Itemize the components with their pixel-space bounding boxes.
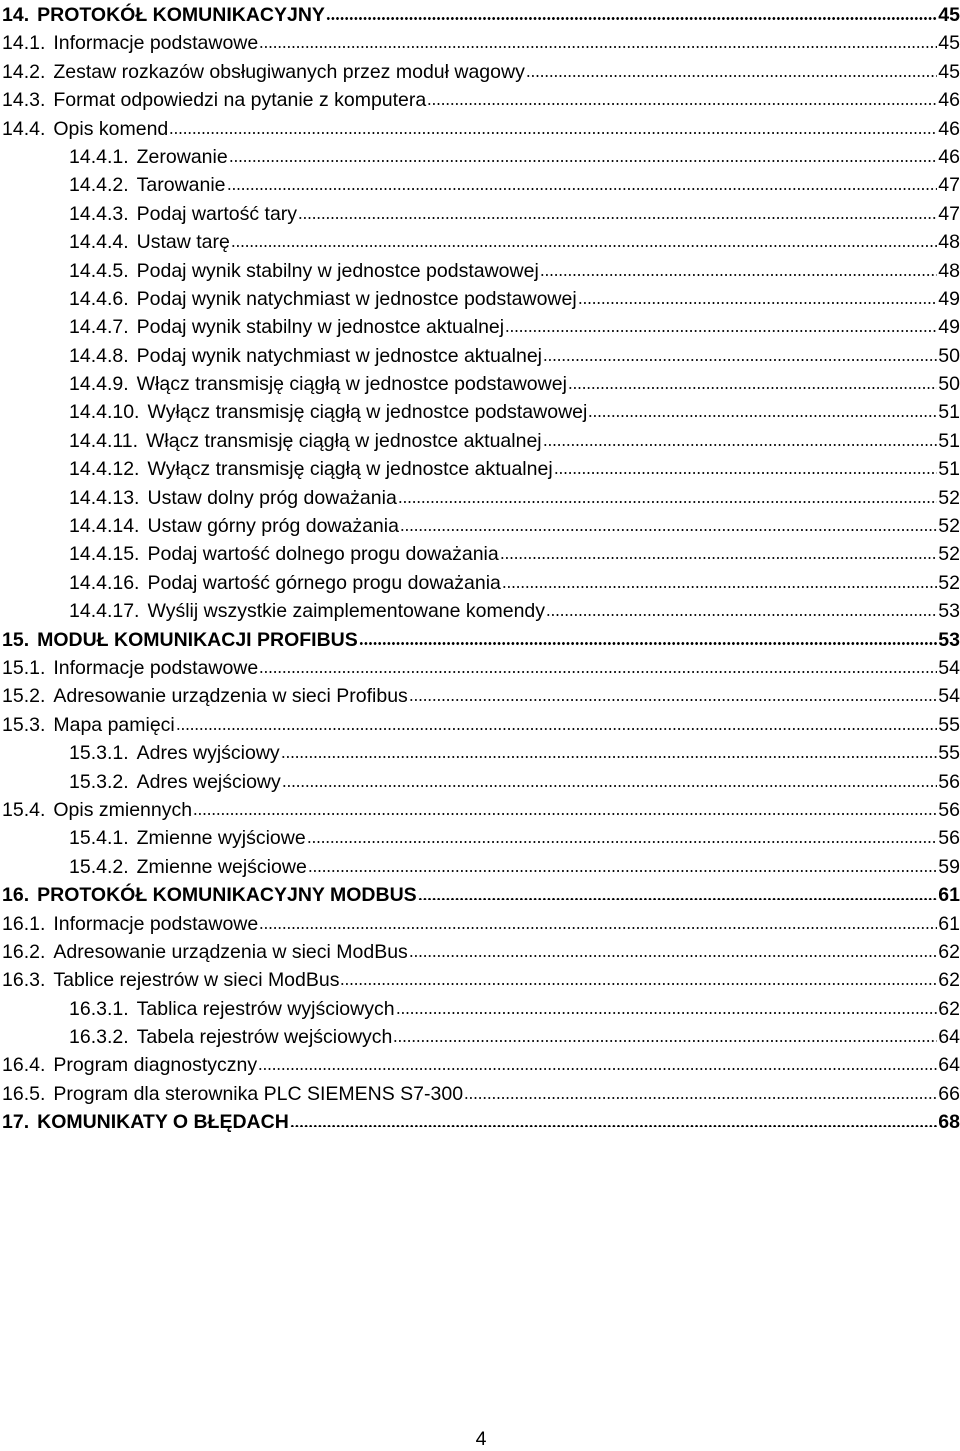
dot-leader bbox=[526, 75, 937, 77]
toc-entry-title: Zmienne wyjściowe bbox=[136, 827, 306, 850]
toc-entry-title: Tablica rejestrów wyjściowych bbox=[136, 997, 395, 1020]
toc-entry-title: KOMUNIKATY O BŁĘDACH bbox=[37, 1111, 289, 1134]
dot-leader bbox=[588, 415, 937, 417]
toc-entry-title: Tablice rejestrów w sieci ModBus bbox=[53, 969, 340, 992]
toc-entry-title: Podaj wartość górnego progu doważania bbox=[147, 571, 501, 594]
toc-entry-title: Program diagnostyczny bbox=[53, 1054, 258, 1077]
toc-entry-page: 56 bbox=[938, 798, 960, 821]
toc-entry-number: 15.2. bbox=[2, 685, 46, 708]
toc-entry-number: 16.1. bbox=[2, 912, 46, 935]
toc-entry-number: 14.4.15. bbox=[69, 543, 140, 566]
dot-leader bbox=[505, 330, 937, 332]
toc-entry-number: 16.3. bbox=[2, 969, 46, 992]
dot-leader bbox=[359, 642, 937, 645]
toc-entry[interactable] bbox=[0, 228, 960, 256]
dot-leader bbox=[409, 699, 937, 701]
toc-entry-number: 15.4.2. bbox=[69, 855, 129, 878]
toc-entry[interactable] bbox=[0, 200, 960, 228]
toc-entry[interactable] bbox=[0, 512, 960, 540]
toc-entry-number: 15.4. bbox=[2, 798, 46, 821]
toc-entry-number: 16.3.2. bbox=[69, 1026, 129, 1049]
toc-entry[interactable] bbox=[0, 1023, 960, 1051]
toc-entry-number: 15.1. bbox=[2, 656, 46, 679]
toc-entry-title: Zmienne wejściowe bbox=[136, 855, 307, 878]
toc-entry-page: 55 bbox=[938, 713, 960, 736]
toc-entry-number: 16.4. bbox=[2, 1054, 46, 1077]
dot-leader bbox=[259, 671, 937, 673]
toc-entry-title: Ustaw górny próg doważania bbox=[147, 515, 399, 538]
toc-entry[interactable] bbox=[0, 654, 960, 682]
dot-leader bbox=[281, 756, 937, 758]
toc-entry-number: 15.3. bbox=[2, 713, 46, 736]
toc-entry-title: MODUŁ KOMUNIKACJI PROFIBUS bbox=[37, 628, 358, 651]
toc-entry-page: 56 bbox=[938, 827, 960, 850]
toc-entry[interactable] bbox=[0, 427, 960, 455]
toc-entry-page: 47 bbox=[938, 174, 960, 197]
table-of-contents bbox=[0, 1, 960, 1137]
toc-entry-title: Podaj wynik stabilny w jednostce podstawowej bbox=[136, 259, 539, 282]
toc-entry[interactable] bbox=[0, 1080, 960, 1108]
toc-entry[interactable] bbox=[0, 597, 960, 625]
dot-leader bbox=[418, 898, 937, 901]
toc-entry-number: 14.4.4. bbox=[69, 231, 129, 254]
toc-entry[interactable] bbox=[0, 739, 960, 767]
toc-entry[interactable] bbox=[0, 1051, 960, 1079]
toc-entry-page: 62 bbox=[938, 969, 960, 992]
toc-entry-page: 53 bbox=[938, 600, 960, 623]
toc-entry[interactable] bbox=[0, 966, 960, 994]
toc-entry-page: 46 bbox=[938, 89, 960, 112]
toc-entry[interactable] bbox=[0, 1108, 960, 1136]
toc-entry[interactable] bbox=[0, 58, 960, 86]
dot-leader bbox=[259, 46, 937, 48]
toc-entry[interactable] bbox=[0, 626, 960, 654]
dot-leader bbox=[543, 359, 937, 361]
toc-entry-number: 14.4.1. bbox=[69, 145, 129, 168]
toc-entry-title: Wyłącz transmisję ciągłą w jednostce podstawowej bbox=[147, 401, 588, 424]
dot-leader bbox=[282, 785, 937, 787]
dot-leader bbox=[540, 274, 937, 276]
toc-entry-title: Podaj wynik natychmiast w jednostce podstawowej bbox=[136, 287, 577, 310]
toc-entry[interactable] bbox=[0, 910, 960, 938]
dot-leader bbox=[308, 870, 937, 872]
toc-entry[interactable] bbox=[0, 455, 960, 483]
toc-entry-number: 14.4. bbox=[2, 117, 46, 140]
toc-entry-page: 68 bbox=[938, 1111, 960, 1134]
toc-entry-page: 61 bbox=[938, 912, 960, 935]
toc-entry-title: Tabela rejestrów wejściowych bbox=[136, 1026, 393, 1049]
toc-entry-page: 49 bbox=[938, 316, 960, 339]
toc-entry-number: 14.4.7. bbox=[69, 316, 129, 339]
toc-entry-number: 14.4.11. bbox=[69, 429, 139, 452]
toc-entry-title: Podaj wynik natychmiast w jednostce aktualnej bbox=[136, 344, 543, 367]
toc-entry-number: 14.4.8. bbox=[69, 344, 129, 367]
dot-leader bbox=[546, 614, 937, 616]
toc-entry-title: Włącz transmisję ciągłą w jednostce podstawowej bbox=[136, 373, 567, 396]
dot-leader bbox=[231, 245, 937, 247]
toc-entry-title: Program dla sterownika PLC SIEMENS S7-300 bbox=[53, 1082, 464, 1105]
dot-leader bbox=[298, 217, 937, 219]
toc-entry-title: Ustaw dolny próg doważania bbox=[147, 486, 397, 509]
toc-entry-number: 14.4.3. bbox=[69, 202, 129, 225]
dot-leader bbox=[193, 813, 937, 815]
dot-leader bbox=[393, 1040, 937, 1042]
toc-entry[interactable] bbox=[0, 29, 960, 57]
dot-leader bbox=[554, 472, 937, 474]
dot-leader bbox=[464, 1097, 937, 1099]
toc-entry[interactable] bbox=[0, 682, 960, 710]
toc-entry-page: 50 bbox=[938, 344, 960, 367]
page-number: 4 bbox=[475, 1428, 487, 1450]
toc-entry-number: 14.1. bbox=[2, 32, 46, 55]
toc-entry-page: 64 bbox=[938, 1026, 960, 1049]
dot-leader bbox=[229, 160, 937, 162]
toc-entry-number: 14.4.17. bbox=[69, 600, 140, 623]
toc-entry-page: 49 bbox=[938, 287, 960, 310]
toc-entry-number: 14.4.14. bbox=[69, 515, 140, 538]
toc-entry[interactable] bbox=[0, 484, 960, 512]
dot-leader bbox=[259, 927, 937, 929]
toc-entry-title: Informacje podstawowe bbox=[53, 656, 259, 679]
toc-entry[interactable] bbox=[0, 938, 960, 966]
toc-entry[interactable] bbox=[0, 313, 960, 341]
dot-leader bbox=[340, 983, 937, 985]
toc-entry-page: 61 bbox=[938, 884, 960, 907]
toc-entry-title: Włącz transmisję ciągłą w jednostce aktualnej bbox=[146, 429, 542, 452]
toc-entry-title: Zerowanie bbox=[136, 145, 228, 168]
toc-entry-page: 53 bbox=[938, 628, 960, 651]
toc-entry-page: 62 bbox=[938, 940, 960, 963]
toc-entry-title: Wyłącz transmisję ciągłą w jednostce aktualnej bbox=[147, 458, 553, 481]
toc-entry-number: 14.4.10. bbox=[69, 401, 140, 424]
toc-entry[interactable] bbox=[0, 370, 960, 398]
toc-entry-page: 59 bbox=[938, 855, 960, 878]
toc-entry-title: Opis zmiennych bbox=[53, 798, 193, 821]
toc-entry[interactable] bbox=[0, 285, 960, 313]
toc-entry-page: 51 bbox=[938, 401, 960, 424]
toc-entry-number: 14.4.16. bbox=[69, 571, 140, 594]
toc-entry-title: PROTOKÓŁ KOMUNIKACYJNY MODBUS bbox=[37, 884, 417, 907]
toc-entry-page: 51 bbox=[938, 458, 960, 481]
toc-entry-title: Podaj wartość tary bbox=[136, 202, 298, 225]
toc-entry-title: Podaj wynik stabilny w jednostce aktualnej bbox=[136, 316, 505, 339]
toc-entry[interactable] bbox=[0, 540, 960, 568]
toc-entry-title: Adres wyjściowy bbox=[136, 742, 280, 765]
toc-entry-title: Format odpowiedzi na pytanie z komputera bbox=[53, 89, 427, 112]
toc-entry-number: 15.4.1. bbox=[69, 827, 129, 850]
dot-leader bbox=[409, 955, 937, 957]
toc-entry-number: 14.2. bbox=[2, 60, 46, 83]
toc-entry-number: 16.2. bbox=[2, 940, 46, 963]
toc-entry-title: Adres wejściowy bbox=[136, 770, 281, 793]
toc-entry[interactable] bbox=[0, 1, 960, 29]
toc-entry[interactable] bbox=[0, 143, 960, 171]
toc-entry-page: 50 bbox=[938, 373, 960, 396]
dot-leader bbox=[176, 728, 937, 730]
toc-entry-page: 46 bbox=[938, 117, 960, 140]
dot-leader bbox=[502, 586, 937, 588]
toc-entry-page: 52 bbox=[938, 486, 960, 509]
toc-entry-number: 14.4.13. bbox=[69, 486, 140, 509]
dot-leader bbox=[396, 1012, 937, 1014]
toc-entry-title: Podaj wartość dolnego progu doważania bbox=[147, 543, 499, 566]
toc-entry-page: 45 bbox=[938, 4, 960, 26]
toc-entry-title: Informacje podstawowe bbox=[53, 912, 259, 935]
toc-entry-page: 45 bbox=[938, 60, 960, 83]
toc-entry-page: 66 bbox=[938, 1082, 960, 1105]
dot-leader bbox=[169, 132, 937, 134]
toc-entry-page: 64 bbox=[938, 1054, 960, 1077]
toc-entry-number: 14.4.12. bbox=[69, 458, 140, 481]
toc-entry-title: Adresowanie urządzenia w sieci Profibus bbox=[53, 685, 408, 708]
toc-entry[interactable] bbox=[0, 824, 960, 852]
toc-entry-number: 15. bbox=[2, 628, 30, 651]
toc-entry-number: 14.4.2. bbox=[69, 174, 129, 197]
toc-entry-number: 14.3. bbox=[2, 89, 46, 112]
toc-entry-page: 54 bbox=[938, 656, 960, 679]
toc-entry-number: 16.5. bbox=[2, 1082, 46, 1105]
toc-entry-page: 55 bbox=[938, 742, 960, 765]
dot-leader bbox=[578, 302, 937, 304]
dot-leader bbox=[400, 529, 937, 531]
toc-entry-number: 17. bbox=[2, 1111, 30, 1134]
toc-entry-page: 45 bbox=[938, 32, 960, 55]
dot-leader bbox=[398, 501, 937, 503]
toc-entry[interactable] bbox=[0, 881, 960, 909]
toc-entry[interactable] bbox=[0, 711, 960, 739]
toc-entry-number: 14.4.9. bbox=[69, 373, 129, 396]
toc-entry-number: 14.4.5. bbox=[69, 259, 129, 282]
dot-leader bbox=[500, 557, 937, 559]
dot-leader bbox=[326, 17, 937, 20]
toc-entry-page: 52 bbox=[938, 571, 960, 594]
toc-entry-page: 46 bbox=[938, 145, 960, 168]
toc-entry[interactable] bbox=[0, 768, 960, 796]
toc-entry-page: 52 bbox=[938, 515, 960, 538]
toc-entry-number: 16.3.1. bbox=[69, 997, 129, 1020]
toc-entry-page: 62 bbox=[938, 997, 960, 1020]
toc-entry[interactable] bbox=[0, 86, 960, 114]
dot-leader bbox=[258, 1068, 937, 1070]
toc-entry[interactable] bbox=[0, 257, 960, 285]
toc-entry-number: 14. bbox=[2, 4, 30, 26]
toc-entry[interactable] bbox=[0, 171, 960, 199]
toc-entry-title: Wyślij wszystkie zaimplementowane komendy bbox=[147, 600, 546, 623]
toc-entry-title: Ustaw tarę bbox=[136, 231, 230, 254]
toc-entry-page: 48 bbox=[938, 231, 960, 254]
toc-entry-page: 47 bbox=[938, 202, 960, 225]
toc-entry-title: Adresowanie urządzenia w sieci ModBus bbox=[53, 940, 408, 963]
toc-entry-title: Informacje podstawowe bbox=[53, 32, 259, 55]
dot-leader bbox=[543, 444, 937, 446]
toc-entry[interactable] bbox=[0, 115, 960, 143]
toc-entry-number: 14.4.6. bbox=[69, 287, 129, 310]
toc-entry[interactable] bbox=[0, 796, 960, 824]
dot-leader bbox=[290, 1125, 937, 1128]
dot-leader bbox=[568, 387, 937, 389]
toc-entry-title: Opis komend bbox=[53, 117, 169, 140]
dot-leader bbox=[307, 841, 937, 843]
toc-entry[interactable] bbox=[0, 398, 960, 426]
toc-entry-title: Zestaw rozkazów obsługiwanych przez moduł wagowy bbox=[53, 60, 525, 83]
toc-entry-page: 48 bbox=[938, 259, 960, 282]
toc-entry-number: 16. bbox=[2, 884, 30, 907]
toc-entry-page: 54 bbox=[938, 685, 960, 708]
toc-entry-page: 51 bbox=[938, 429, 960, 452]
toc-entry[interactable] bbox=[0, 853, 960, 881]
toc-entry-title: PROTOKÓŁ KOMUNIKACYJNY bbox=[37, 4, 325, 26]
toc-entry[interactable] bbox=[0, 569, 960, 597]
toc-entry-number: 15.3.1. bbox=[69, 742, 129, 765]
toc-entry[interactable] bbox=[0, 342, 960, 370]
toc-entry-page: 56 bbox=[938, 770, 960, 793]
toc-entry[interactable] bbox=[0, 995, 960, 1023]
toc-entry-number: 15.3.2. bbox=[69, 770, 129, 793]
dot-leader bbox=[227, 188, 937, 190]
toc-entry-title: Mapa pamięci bbox=[53, 713, 175, 736]
toc-entry-page: 52 bbox=[938, 543, 960, 566]
toc-entry-title: Tarowanie bbox=[136, 174, 226, 197]
dot-leader bbox=[427, 103, 937, 105]
